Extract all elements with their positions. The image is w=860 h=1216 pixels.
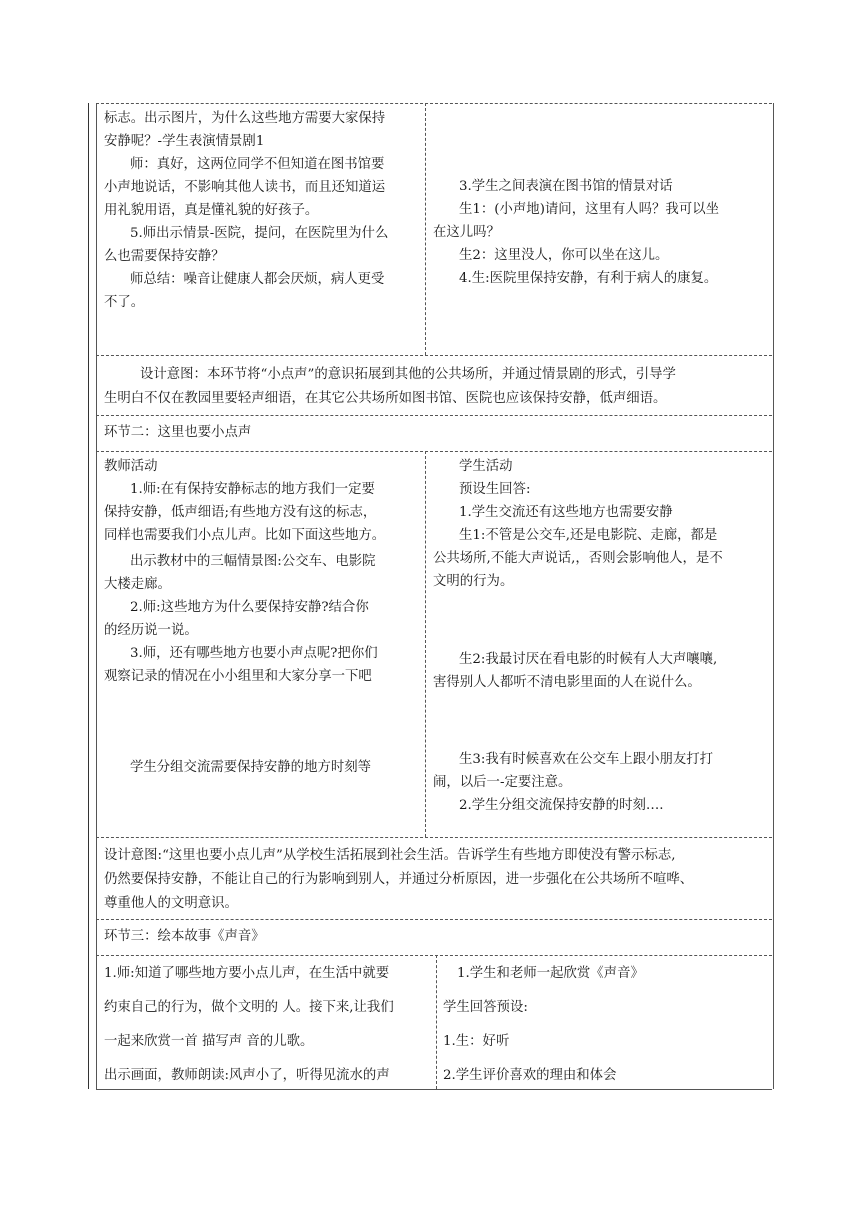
row-divider <box>96 837 772 838</box>
teacher-activity-cell-3 <box>104 957 394 1093</box>
section-title-2 <box>104 421 251 444</box>
text-line: 小声地说话，不影响其他人读书，而且还知道运 <box>104 180 386 195</box>
section-title-3 <box>104 925 265 948</box>
text-line: 大楼走廊。 <box>104 577 171 592</box>
left-margin-rule <box>88 103 89 1089</box>
row-divider <box>96 415 772 416</box>
text-line: 标志。出示图片，为什么这些地方需要大家保持 <box>104 111 386 126</box>
text-line: 学生回答预设: <box>443 1000 528 1015</box>
text-line: 出示教材中的三幅情景图:公交车、电影院 <box>130 554 376 569</box>
text-line: 师：真好，这两位同学不但知道在图书馆要 <box>130 157 385 172</box>
text-line: 仍然要保持安静，不能让自己的行为影响到别人，并通过分析原因，进一步强化在公共场所不喧哗、 <box>104 872 694 887</box>
text-line: 预设生回答: <box>459 482 531 497</box>
text-line: 生3:我有时候喜欢在公交车上跟小朋友打打 <box>459 752 714 767</box>
section-heading: 环节三：绘本故事《声音》 <box>104 929 265 944</box>
text-line: 4.生:医院里保持安静，有利于病人的康复。 <box>459 271 718 286</box>
row-divider <box>96 955 772 956</box>
text-line: 1.学生交流还有这些地方也需要安静 <box>459 505 673 520</box>
column-divider <box>425 451 426 837</box>
text-line: 生1:不管是公交车,还是电影院、走廊，都是 <box>459 528 718 543</box>
column-heading: 教师活动 <box>104 459 158 474</box>
text-line: 安静呢？-学生表演情景剧1 <box>104 134 265 149</box>
text-line: 生2：这里没人，你可以坐在这儿。 <box>459 248 669 263</box>
section-heading: 环节二：这里也要小点声 <box>104 425 252 440</box>
text-line: 3.师，还有哪些地方也要小声点呢?把你们 <box>130 646 378 661</box>
text-line: 生1：(小声地)请问，这里有人吗？我可以坐 <box>459 202 719 217</box>
text-line: 学生分组交流需要保持安静的地方时刻等 <box>130 760 372 775</box>
text-line: 1.学生和老师一起欣赏《声音》 <box>457 966 644 981</box>
column-divider <box>436 955 437 1089</box>
text-line: 5.师出示情景-医院，提问，在医院里为什么 <box>130 226 389 241</box>
student-activity-cell-2 <box>433 455 723 817</box>
text-line: 2.学生分组交流保持安静的时刻…. <box>459 798 664 813</box>
text-line: 在这儿吗？ <box>433 225 500 240</box>
text-line: 的经历说一说。 <box>104 623 198 638</box>
text-line: 文明的行为。 <box>433 574 514 589</box>
text-line: 观察记录的情况在小小组里和大家分享一下吧 <box>104 669 372 684</box>
text-line: 1.师:知道了哪些地方要小点儿声，在生活中就要 <box>104 966 390 981</box>
row-divider <box>96 355 772 356</box>
row-divider <box>96 451 772 452</box>
student-activity-cell-3 <box>443 957 644 1093</box>
text-line: 师总结：噪音让健康人都会厌烦，病人更受 <box>130 272 385 287</box>
text-line: 1.生：好听 <box>443 1034 510 1049</box>
text-line: 约束自己的行为，做个文明的 人。接下来,让我们 <box>104 1000 394 1015</box>
text-line: 一起来欣赏一首 描写声 音的儿歌。 <box>104 1034 314 1049</box>
text-line: 不了。 <box>104 295 145 310</box>
table-border-top <box>96 103 772 104</box>
text-line: 生明白不仅在教园里要轻声细语，在其它公共场所如图书馆、医院也应该保持安静，低声细语。 <box>104 391 667 406</box>
row-divider <box>96 919 772 920</box>
design-intent-1 <box>104 363 676 411</box>
text-line: 生2:我最讨厌在看电影的时候有人大声嚷嚷, <box>459 652 718 667</box>
student-activity-cell-1 <box>433 175 719 290</box>
text-line: 设计意图:“这里也要小点儿声”从学校生活拓展到社会生活。告诉学生有些地方即使没有警示标志, <box>104 848 676 863</box>
text-line: 用礼貌用语，真是懂礼貌的好孩子。 <box>104 203 319 218</box>
teacher-activity-cell-2 <box>104 455 385 779</box>
text-line: 害得别人人都听不清电影里面的人在说什么。 <box>433 675 701 690</box>
text-line: 2.师:这些地方为什么要保持安静?结合你 <box>130 600 369 615</box>
text-line: 同样也需要我们小点儿声。比如下面这些地方。 <box>104 528 386 543</box>
text-line: 出示画面，教师朗读:风声小了，听得见流水的声 <box>104 1068 390 1083</box>
text-line: 保持安静，低声细语;有些地方没有这的标志， <box>104 505 377 520</box>
design-intent-2 <box>104 844 693 916</box>
text-line: 3.学生之间表演在图书馆的情景对话 <box>459 179 673 194</box>
text-line: 公共场所,不能大声说话,，否则会影响他人，是不 <box>433 551 723 566</box>
teacher-activity-cell-1 <box>104 107 388 314</box>
text-line: 尊重他人的文明意识。 <box>104 896 238 911</box>
text-line: 闹，以后一-定要注意。 <box>433 775 572 790</box>
text-line: 么也需要保持安静？ <box>104 249 225 264</box>
text-line: 设计意图：本环节将“小点声”的意识拓展到其他的公共场所，并通过情景剧的形式，引导学 <box>140 367 676 382</box>
column-heading: 学生活动 <box>459 459 513 474</box>
text-line: 2.学生评价喜欢的理由和体会 <box>443 1068 617 1083</box>
column-divider <box>425 103 426 355</box>
text-line: 1.师:在有保持安静标志的地方我们一定要 <box>130 482 375 497</box>
